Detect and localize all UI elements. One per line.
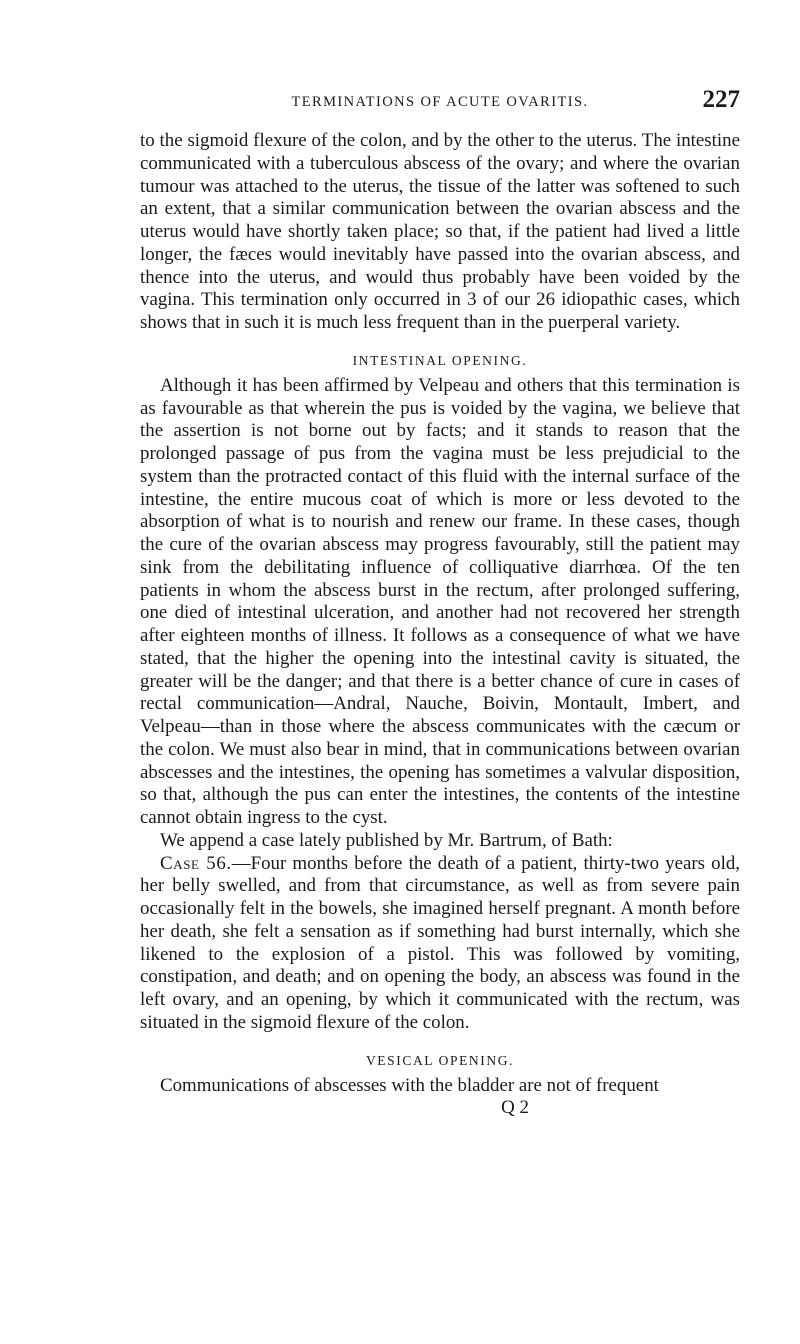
section-heading-intestinal-opening: INTESTINAL OPENING.: [352, 352, 528, 368]
paragraph-case-56: [140, 853, 740, 1035]
case-text: —Four months before the death of a patient, thirty-two years old, her belly swelled, and from that circumstance, as well as from severe pain occasionally felt in the bowels, she imagined herself pregnant. A month before her death, she felt a sensation as if something had burst internally, which she likened to the explosion of a pistol. This was followed by vomiting, constipation, and death; and on opening the body, an abscess was found in the left ovary, and an opening, by which it communicated with the rectum, was situated in the sigmoid flexure of the colon.: [140, 852, 741, 1033]
case-label: Case 56.: [160, 852, 232, 874]
running-title: TERMINATIONS OF ACUTE OVARITIS.: [291, 94, 589, 110]
paragraph-case-intro: We append a case lately published by Mr. Bartrum, of Bath:: [160, 829, 613, 851]
signature-mark: Q 2: [501, 1097, 529, 1119]
running-head: [140, 88, 740, 116]
paragraph-continuation: to the sigmoid flexure of the colon, and by the other to the uterus. The intestine communicated with a tuberculous abscess of the ovary; and where the ovarian tumour was attached to the uterus, the tissue of the latter was softened to such an extent, that a similar communication between the ovarian abscess and the uterus would have shortly taken place; so that, if the patient had lived a little longer, the fæces would inevitably have passed into the ovarian abscess, and thence into the uterus, and would thus probably have been voided by the vagina. This termination only occurred in 3 of our 26 idiopathic cases, which shows that in such it is much less frequent than in the puerperal variety.: [140, 130, 740, 333]
body-text: [140, 130, 740, 1119]
section-heading-vesical-opening: VESICAL OPENING.: [365, 1052, 515, 1068]
paragraph-vesical-opening: Communications of abscesses with the bladder are not of frequent: [160, 1074, 659, 1096]
paragraph-intestinal-opening: Although it has been affirmed by Velpeau and others that this termination is as favourable as that wherein the pus is voided by the vagina, we believe that the assertion is not borne out by facts; and it stands to reason that the prolonged passage of pus from the vagina must be less prejudicial to the system than the protracted contact of this fluid with the internal surface of the intestine, the entire mucous coat of which is more or less devoted to the absorption of what is to nourish and renew our frame. In these cases, though the cure of the ovarian abscess may progress favourably, still the patient may sink from the debilitating influence of colliquative diarrhœa. Of the ten patients in whom the abscess burst in the rectum, after prolonged suffering, one died of intestinal ulceration, and another had not recovered her strength after eighteen months of illness. It follows as a consequence of what we have stated, that the higher the opening into the intestinal cavity is situated, the greater will be the danger; and that there is a better chance of cure in cases of rectal communication—Andral, Nauche, Boivin, Montault, Imbert, and Velpeau—than in those where the abscess communicates with the cæcum or the colon. We must also bear in mind, that in communications between ovarian abscesses and the intestines, the opening has sometimes a valvular disposition, so that, although the pus can enter the intestines, the contents of the intestine cannot obtain ingress to the cyst.: [140, 374, 740, 828]
page-number: 227: [702, 86, 740, 113]
